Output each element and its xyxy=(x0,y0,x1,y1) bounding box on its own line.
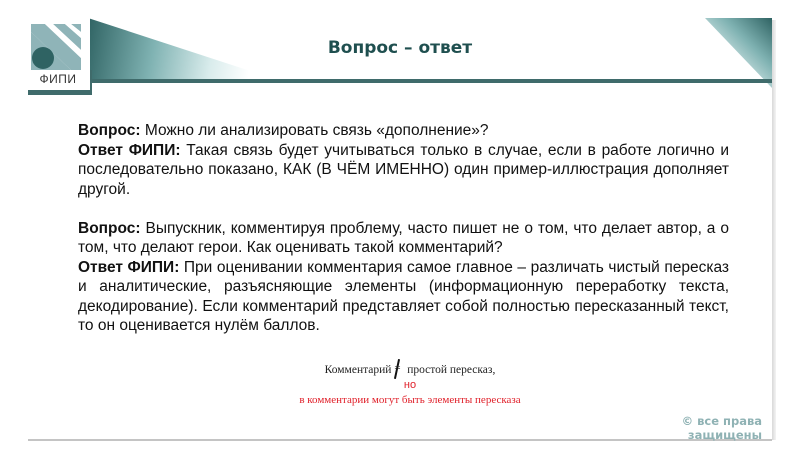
answer-label: Ответ ФИПИ: xyxy=(78,258,180,276)
slide-right-shadow xyxy=(772,20,776,440)
qa-2-answer xyxy=(78,258,729,336)
diagram-conjunction: но xyxy=(403,379,417,391)
qa-1-answer xyxy=(78,141,729,200)
question-label: Вопрос: xyxy=(78,122,141,139)
logo-text: ФИПИ xyxy=(39,72,77,86)
qa-2-question xyxy=(78,219,729,258)
answer-label: Ответ ФИПИ: xyxy=(78,141,181,159)
answer-text: Такая связь будет учитываться только в случае, если в работе логично и последовательно показано, КАК (В ЧЁМ ИМЕННО) один пример-иллюстрация дополняет другой. xyxy=(78,141,729,198)
logo-shadow xyxy=(28,90,92,95)
diagram-note: в комментарии могут быть элементы пересказа xyxy=(299,394,521,406)
page-title: Вопрос – ответ xyxy=(327,38,473,58)
not-equal-icon xyxy=(394,364,404,376)
diagram-statement xyxy=(280,364,540,376)
diagram-left: Комментарий xyxy=(324,364,392,376)
qa-1-question xyxy=(78,121,729,141)
comment-diagram xyxy=(280,364,540,406)
qa-content xyxy=(78,121,729,336)
question-text: Выпускник, комментируя проблему, часто пишет не о том, что делает автор, а о том, что делают герои. Как оценивать такой комментарий? xyxy=(78,219,729,256)
header-divider xyxy=(90,79,772,83)
question-label: Вопрос: xyxy=(78,219,141,237)
question-text: Можно ли анализировать связь «дополнение»? xyxy=(140,122,489,139)
diagram-right: простой пересказ, xyxy=(407,364,496,376)
answer-text: При оценивании комментария самое главное – различать чистый пересказ и аналитические, разъясняющие элементы (информационную переработку текста, декодирование). Если комментарий представляет собой полностью пересказанный текст, то он оценивается нулём баллов. xyxy=(78,258,729,334)
copyright-notice: © все права защищены xyxy=(681,414,762,442)
